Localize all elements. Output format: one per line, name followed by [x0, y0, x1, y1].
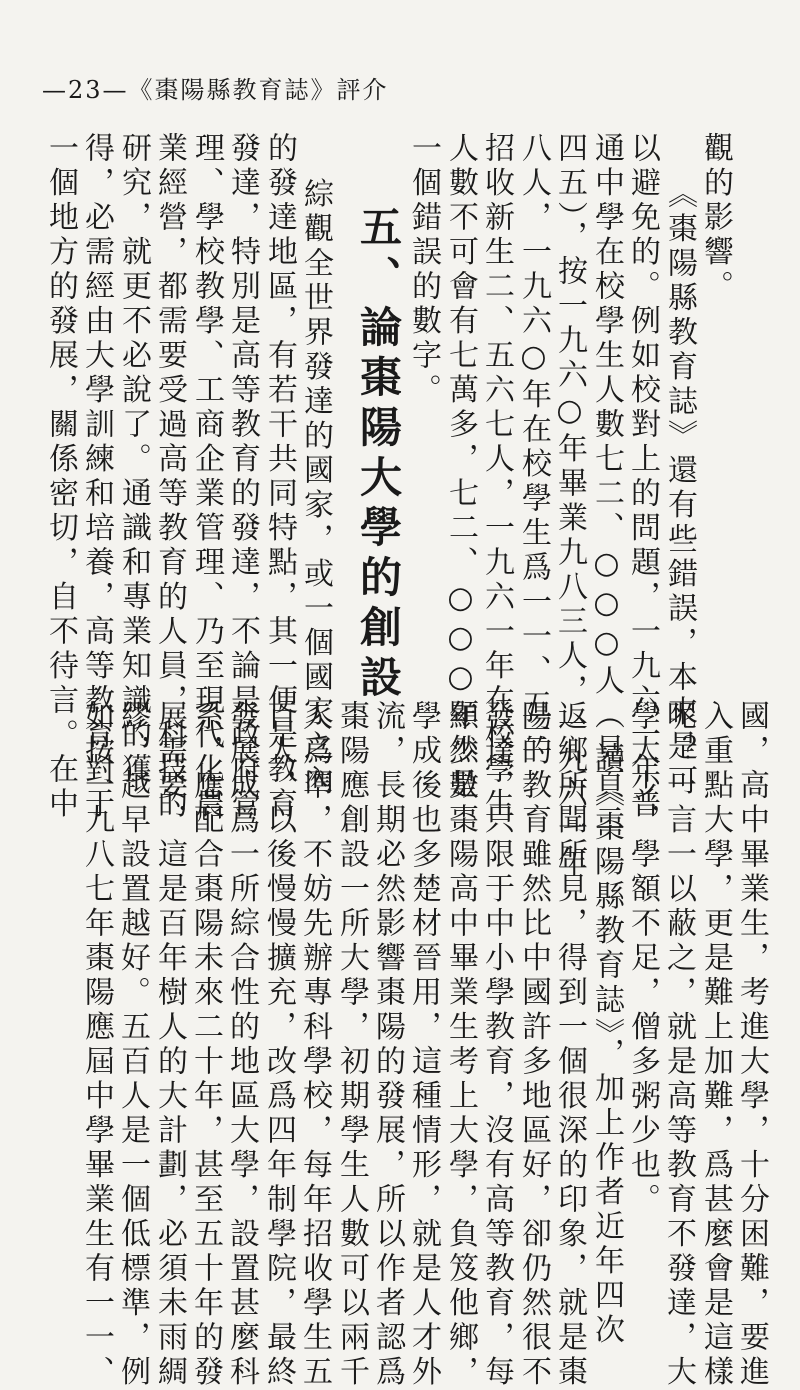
text-column: 一個錯誤的數字。: [406, 132, 441, 408]
text-column: 四五），按一九六○年畢業九八三人，一九六一年: [552, 132, 587, 881]
text-column: 業經營，都需要受過高等教育的人員，科技的: [152, 132, 187, 822]
text-column: 國，高中畢業生，考進大學，十分困難，要進: [734, 700, 769, 1390]
text-column: 的發達地區，有若干共同特點，其一便是教育: [262, 132, 297, 822]
text-column: 理、學校教學、工商企業管理、乃至現代化農: [189, 132, 224, 822]
text-column: 陽的教育雖然比中國許多地區好，卻仍然很不: [516, 700, 551, 1390]
text-column: 系，應配合棗陽未來二十年，甚至五十年的發: [188, 700, 223, 1390]
text-column: 得，必需經由大學訓練和培養，高等教育對于: [79, 132, 114, 822]
text-column: 一個地方的發展，關係密切，自不待言。在中: [43, 132, 78, 822]
text-column: 通中學在校學生人數七二、○○○人（見頁二: [589, 132, 624, 837]
text-column: 返鄉所聞所見，得到一個很深的印象，就是棗: [552, 700, 587, 1390]
text-column: 綜觀全世界發達的國家，或一個國家之內: [298, 178, 333, 799]
text-column: 招收新生二、五六七人，一九六一年在校學生: [479, 132, 514, 822]
text-column: 入重點大學，更是難上加難，爲甚麼會是這樣: [698, 700, 733, 1390]
text-column: 讀《棗陽縣教育誌》，加上作者近年四次: [589, 742, 624, 1348]
text-column: 發展成爲一所綜合性的地區大學，設置甚麼科: [224, 700, 259, 1390]
text-column: 以避免的。例如校對上的問題，一九六一年普: [625, 132, 660, 822]
text-column: 學成後也多楚材晉用，這種情形，就是人才外: [406, 700, 441, 1390]
text-column: 觀的影響。: [698, 132, 733, 305]
text-column: 八人，一九六○年在校學生爲一一、五三: [516, 132, 551, 758]
page-header: —23—《棗陽縣教育誌》評介: [42, 76, 389, 104]
text-column: 展需要，這是百年樹人的大計劃，必須未雨綢: [152, 700, 187, 1390]
text-column: 學太少，學額不足，僧多粥少也。: [625, 700, 660, 1218]
text-column: 發達，特別是高等教育的發達，不論是政府管: [225, 132, 260, 822]
text-column: 人數不可會有七萬多，七二、○○○顯然是: [443, 132, 478, 803]
text-column: 呢？一言一以蔽之，就是高等教育不發達，大: [661, 700, 696, 1390]
text-column: 流，長期必然影響棗陽的發展，所以作者認爲: [370, 700, 405, 1390]
text-column: 繆，越早設置越好。五百人是一個低標準，例: [115, 700, 150, 1390]
section-heading: 五、論棗陽大學的創設: [354, 205, 403, 705]
text-column: 人爲準，不妨先辦專科學校，每年招收學生五: [297, 700, 332, 1390]
text-column: 百人，以後慢慢擴充，改爲四年制學院，最終: [261, 700, 296, 1390]
text-column: 棗陽應創設一所大學，初期學生人數可以兩千: [334, 700, 369, 1390]
text-column: 年少數棗陽高中畢業生考上大學，負笈他鄉，: [443, 700, 478, 1390]
text-column: 發達，只限于中小學教育，沒有高等教育，每: [479, 700, 514, 1390]
text-column: 如按一九八七年棗陽應屆中學畢業生有一一、: [79, 700, 114, 1390]
text-column: 《棗陽縣教育誌》還有些錯誤，本來是可: [662, 178, 697, 799]
text-column: 研究，就更不必說了。通識和專業知識的獲: [116, 132, 151, 788]
